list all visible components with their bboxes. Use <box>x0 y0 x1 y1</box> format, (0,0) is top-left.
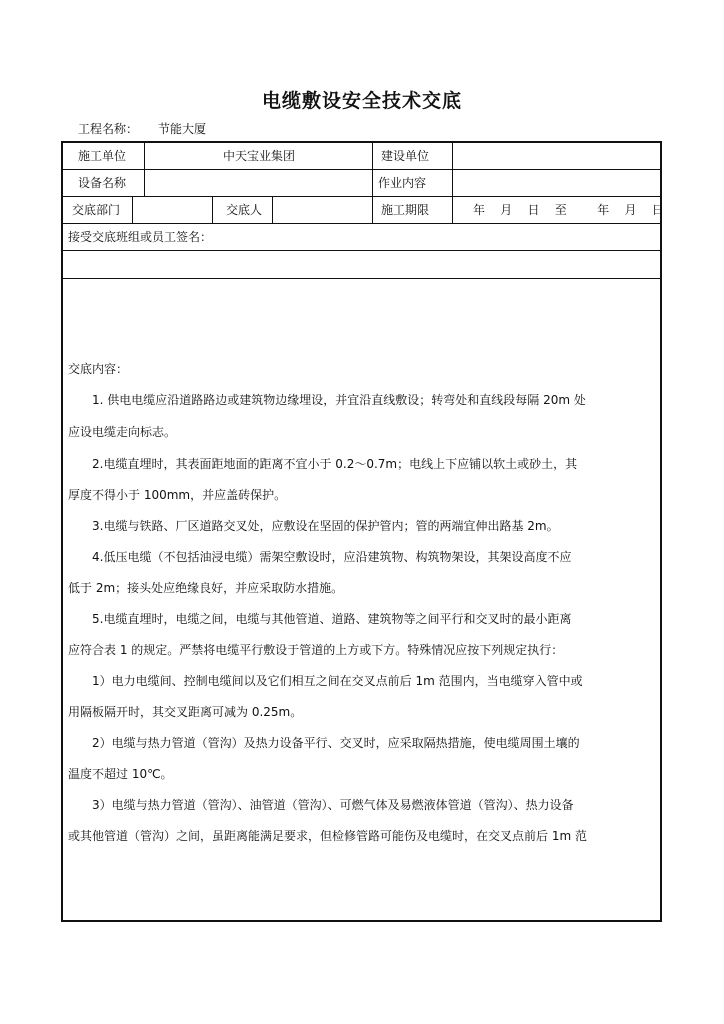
content-line: 1. 供电电缆应沿道路路边或建筑物边缘埋设，并宜沿直线敷设；转弯处和直线段每隔 20m 处 <box>92 393 586 407</box>
equipment-name-label: 设备名称 <box>78 176 127 190</box>
project-name-row <box>78 120 206 137</box>
content-line: 3.电缆与铁路、厂区道路交叉处，应敷设在坚固的保护管内；管的两端宜伸出路基 2m。 <box>92 519 559 533</box>
col-divider <box>212 196 213 223</box>
content-line: 4.低压电缆（不包括油浸电缆）需架空敷设时，应沿建筑物、构筑物架设，其架设高度不应 <box>92 550 572 564</box>
content-line: 或其他管道（管沟）之间，虽距离能满足要求，但检修管路可能伤及电缆时，在交叉点前后 1m 范 <box>68 829 587 843</box>
document-title: 电缆敷设安全技术交底 <box>261 90 462 112</box>
content-line: 厚度不得小于 100mm，并应盖砖保护。 <box>68 488 287 502</box>
disclosure-dept-label: 交底部门 <box>72 203 121 217</box>
project-name-label: 工程名称： <box>78 122 139 136</box>
owner-unit-label: 建设单位 <box>381 149 430 163</box>
content-line: 应符合表 1 的规定。严禁将电缆平行敷设于管道的上方或下方。特殊情况应按下列规定执行： <box>68 643 564 657</box>
content-line: 用隔板隔开时，其交叉距离可减为 0.25m。 <box>68 705 303 719</box>
disclosure-person-label: 交底人 <box>226 203 263 217</box>
construction-unit-value: 中天宝业集团 <box>223 149 296 163</box>
content-line: 应设电缆走向标志。 <box>68 425 177 439</box>
content-line: 1）电力电缆间、控制电缆间以及它们相互之间在交叉点前后 1m 范围内，当电缆穿入管中或 <box>92 674 583 688</box>
row-divider <box>61 196 662 197</box>
content-line: 5.电缆直埋时，电缆之间，电缆与其他管道、道路、建筑物等之间平行和交叉时的最小距离 <box>92 612 572 626</box>
project-name-value: 节能大厦 <box>158 122 207 136</box>
work-content-label: 作业内容 <box>378 176 427 190</box>
col-divider <box>372 142 373 223</box>
signature-label: 接受交底班组或员工签名： <box>68 230 213 244</box>
content-line: 低于 2m；接头处应绝缘良好，并应采取防水措施。 <box>68 581 344 595</box>
period-label: 施工期限 <box>381 203 430 217</box>
col-divider <box>452 142 453 223</box>
col-divider <box>132 196 133 223</box>
content-line: 2.电缆直埋时，其表面距地面的距离不宜小于 0.2～0.7m；电线上下应铺以软土或砂土，其 <box>92 457 578 471</box>
col-divider <box>144 142 145 196</box>
row-divider <box>61 223 662 224</box>
content-heading: 交底内容： <box>68 362 129 376</box>
row-divider <box>61 278 662 279</box>
construction-unit-label: 施工单位 <box>78 149 127 163</box>
content-line: 2）电缆与热力管道（管沟）及热力设备平行、交叉时，应采取隔热措施，使电缆周围土壤的 <box>92 736 580 750</box>
col-divider <box>272 196 273 223</box>
row-divider <box>61 250 662 251</box>
content-line: 温度不超过 10℃。 <box>68 767 173 781</box>
period-value: 年 月 日 至 年 月 日 <box>473 203 664 217</box>
content-line: 3）电缆与热力管道（管沟）、油管道（管沟）、可燃气体及易燃液体管道（管沟）、热力设备 <box>92 798 574 812</box>
row-divider <box>61 169 662 170</box>
